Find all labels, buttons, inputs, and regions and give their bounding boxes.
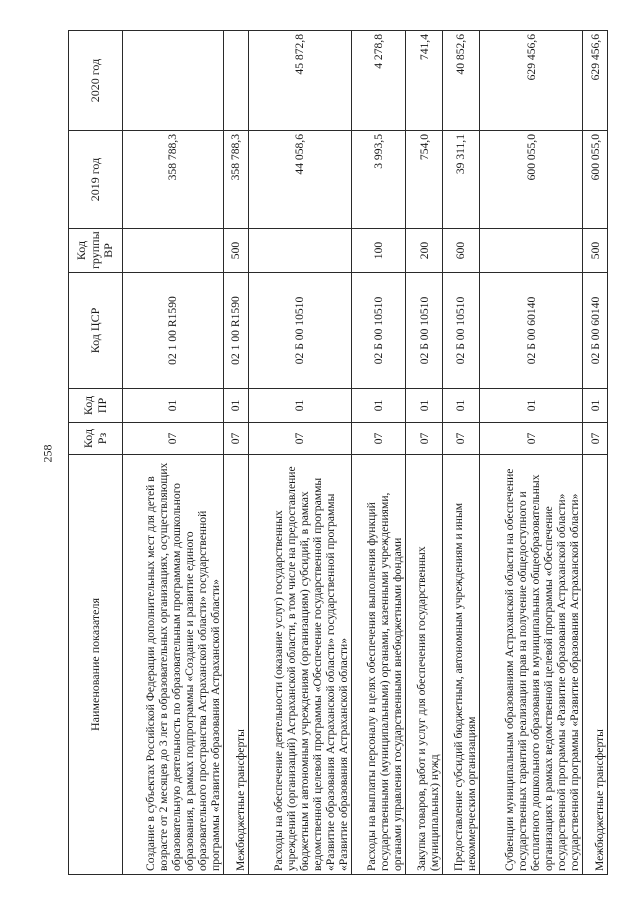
cell-y2020: 45 872,8 xyxy=(248,31,351,131)
cell-name: Расходы на обеспечение деятельности (оказание услуг) государственных учреждений (организаций) Астраханской области, в том числе на предоставление бюджетным и автономным учреждениям (организациям) субсидий, в рамках ведомственной целевой программы «Обеспечение государственной программы «Развитие образования Астраханской области» государственной программы «Развитие образования Астраханской области» xyxy=(248,455,351,875)
header-rz: Код Рз xyxy=(69,423,123,455)
cell-pr: 01 xyxy=(123,389,224,423)
cell-rz: 07 xyxy=(443,423,480,455)
cell-pr: 01 xyxy=(248,389,351,423)
table-row xyxy=(223,31,248,875)
cell-pr: 01 xyxy=(223,389,248,423)
table-row xyxy=(583,31,608,875)
cell-vr: 200 xyxy=(406,229,443,273)
budget-table xyxy=(68,30,608,875)
cell-y2020 xyxy=(223,31,248,131)
cell-y2020: 629 456,6 xyxy=(479,31,582,131)
cell-rz: 07 xyxy=(248,423,351,455)
table-row xyxy=(479,31,582,875)
header-2020: 2020 год xyxy=(69,31,123,131)
cell-y2019: 600 055,0 xyxy=(479,131,582,229)
cell-y2020: 629 456,6 xyxy=(583,31,608,131)
cell-y2019: 358 788,3 xyxy=(223,131,248,229)
cell-name: Закупка товаров, работ и услуг для обеспечения государственных (муниципальных) нужд xyxy=(406,455,443,875)
cell-rz: 07 xyxy=(123,423,224,455)
cell-y2019: 3 993,5 xyxy=(351,131,405,229)
table-frame xyxy=(68,31,608,875)
table-row xyxy=(443,31,480,875)
cell-y2020: 40 852,6 xyxy=(443,31,480,131)
cell-name: Субвенции муниципальным образованиям Астраханской области на обеспечение государственных гарантий реализации прав на получение общедоступного и бесплатного дошкольного образования в муниципальных общеобразовательных организациях в рамках ведомственной целевой программы «Обеспечение государственной программы «Развитие образования Астраханской области» государственной программы «Развитие образования Астраханской области» xyxy=(479,455,582,875)
cell-vr xyxy=(248,229,351,273)
table-row xyxy=(406,31,443,875)
cell-vr: 100 xyxy=(351,229,405,273)
cell-vr xyxy=(479,229,582,273)
cell-y2020 xyxy=(123,31,224,131)
cell-rz: 07 xyxy=(479,423,582,455)
cell-pr: 01 xyxy=(479,389,582,423)
cell-y2019: 44 058,6 xyxy=(248,131,351,229)
header-row xyxy=(69,31,123,875)
cell-pr: 01 xyxy=(406,389,443,423)
cell-name: Предоставление субсидий бюджетным, автономным учреждениям и иным некоммерческим организациям xyxy=(443,455,480,875)
cell-name: Создание в субъектах Российской Федерации дополнительных мест для детей в возрасте от 2 месяцев до 3 лет в образовательных организациях, осуществляющих образовательную деятельность по образовательным программам дошкольного образования, в рамках подпрограммы «Создание и развитие единого образовательного пространства Астраханской области» государственной программы «Развитие образования Астраханской области» xyxy=(123,455,224,875)
cell-vr: 600 xyxy=(443,229,480,273)
cell-name: Межбюджетные трансферты xyxy=(223,455,248,875)
table-row xyxy=(123,31,224,875)
cell-vr xyxy=(123,229,224,273)
cell-csr: 02 Б 00 60140 xyxy=(479,273,582,389)
header-2019: 2019 год xyxy=(69,131,123,229)
cell-pr: 01 xyxy=(443,389,480,423)
page-number: 258 xyxy=(40,444,55,463)
header-vr: Код группы ВР xyxy=(69,229,123,273)
cell-y2020: 741,4 xyxy=(406,31,443,131)
cell-pr: 01 xyxy=(583,389,608,423)
cell-pr: 01 xyxy=(351,389,405,423)
cell-csr: 02 Б 00 10510 xyxy=(248,273,351,389)
cell-csr: 02 Б 00 60140 xyxy=(583,273,608,389)
cell-vr: 500 xyxy=(223,229,248,273)
header-pr: Код ПР xyxy=(69,389,123,423)
cell-y2019: 600 055,0 xyxy=(583,131,608,229)
cell-rz: 07 xyxy=(406,423,443,455)
cell-csr: 02 1 00 R1590 xyxy=(123,273,224,389)
table-row xyxy=(351,31,405,875)
cell-csr: 02 Б 00 10510 xyxy=(406,273,443,389)
cell-csr: 02 1 00 R1590 xyxy=(223,273,248,389)
cell-rz: 07 xyxy=(223,423,248,455)
cell-csr: 02 Б 00 10510 xyxy=(351,273,405,389)
cell-csr: 02 Б 00 10510 xyxy=(443,273,480,389)
cell-name: Расходы на выплаты персоналу в целях обеспечения выполнения функций государственными (муниципальными) органами, казенными учреждениями, органами управления государственными внебюджетными фондами xyxy=(351,455,405,875)
cell-rz: 07 xyxy=(351,423,405,455)
cell-rz: 07 xyxy=(583,423,608,455)
cell-name: Межбюджетные трансферты xyxy=(583,455,608,875)
cell-y2019: 39 311,1 xyxy=(443,131,480,229)
table-row xyxy=(248,31,351,875)
rotated-table-area xyxy=(68,31,608,875)
header-csr: Код ЦСР xyxy=(69,273,123,389)
header-name: Наименование показателя xyxy=(69,455,123,875)
cell-y2019: 358 788,3 xyxy=(123,131,224,229)
cell-y2019: 754,0 xyxy=(406,131,443,229)
cell-y2020: 4 278,8 xyxy=(351,31,405,131)
cell-vr: 500 xyxy=(583,229,608,273)
